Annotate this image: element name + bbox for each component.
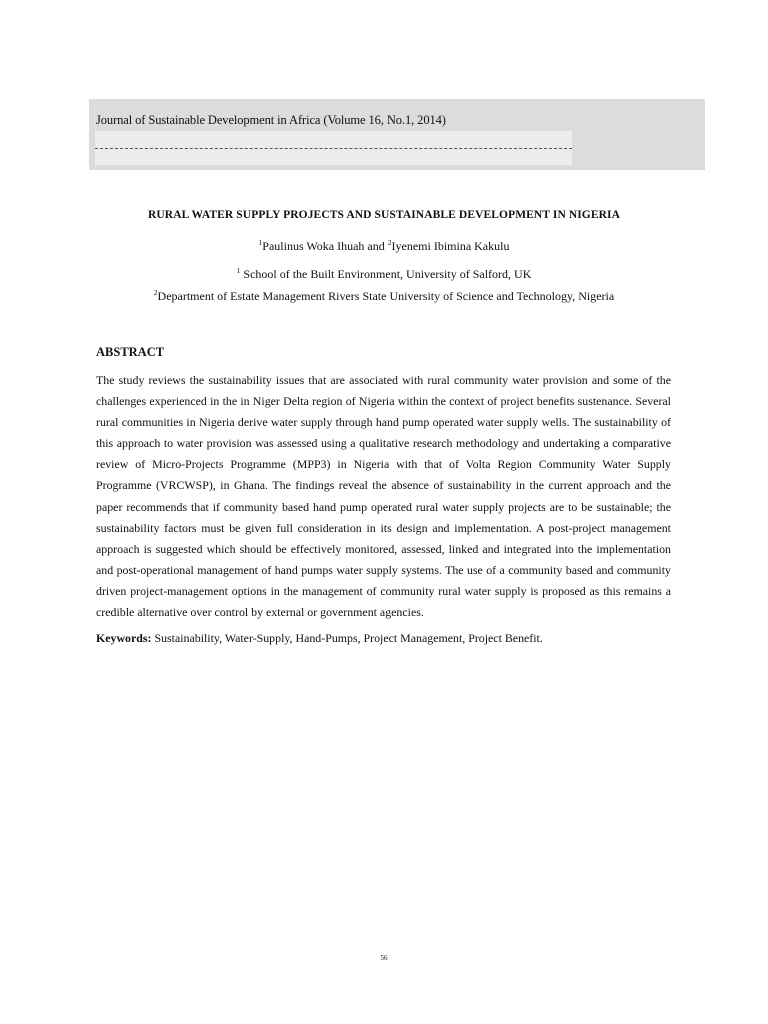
affiliation-2-superscript: 2 [153,288,158,297]
keywords-label: Keywords: [96,631,152,645]
keywords-line [96,631,671,646]
affiliation-1 [0,267,768,282]
abstract-body: The study reviews the sustainability issues that are associated with rural community water provision and some of the challenges experienced in the in Niger Delta region of Nigeria within the context of project benefits sustenance. Several rural communities in Nigeria derive water supply through hand pump operated water supply wells. The sustainability of this approach to water provision was assessed using a qualitative research methodology and undertaking a comparative review of Micro-Projects Programme (MPP3) in Nigeria with that of Volta Region Community Water Supply Programme (VRCWSP), in Ghana. The findings reveal the absence of sustainability in the current approach and the paper recommends that if community based hand pump operated rural water supply projects are to be sustainable; the sustainability factors must be given full consideration in its design and implementation. A post-project management approach is suggested which should be effectively monitored, assessed, linked and integrated into the implementation and post-operational management of hand pumps water supply systems. The use of a community based and community driven project-management options in the management of community rural water supply is proposed as this remains a credible alternative over control by external or government agencies. [96,373,671,620]
journal-citation: Journal of Sustainable Development in Africa (Volume 16, No.1, 2014) [96,113,446,127]
affiliation-2-text: Department of Estate Management Rivers State University of Science and Technology, Nigeria [157,289,615,303]
affiliation-2 [0,289,768,304]
header-dashed-rule [95,148,572,149]
author-line [0,239,768,254]
author2-superscript: 2 [387,238,392,247]
author1-superscript: 1 [258,238,263,247]
affiliation-1-text: School of the Built Environment, University of Salford, UK [240,267,532,281]
abstract-heading: ABSTRACT [96,345,165,359]
affiliation-1-superscript: 1 [236,266,241,275]
author1-name: Paulinus Woka Ihuah and [262,239,388,253]
keywords-text: Sustainability, Water-Supply, Hand-Pumps, Project Management, Project Benefit. [151,631,543,645]
author2-name: Iyenemi Ibimina Kakulu [391,239,510,253]
page-number: 56 [380,954,388,962]
paper-title: RURAL WATER SUPPLY PROJECTS AND SUSTAINABLE DEVELOPMENT IN NIGERIA [147,209,621,221]
